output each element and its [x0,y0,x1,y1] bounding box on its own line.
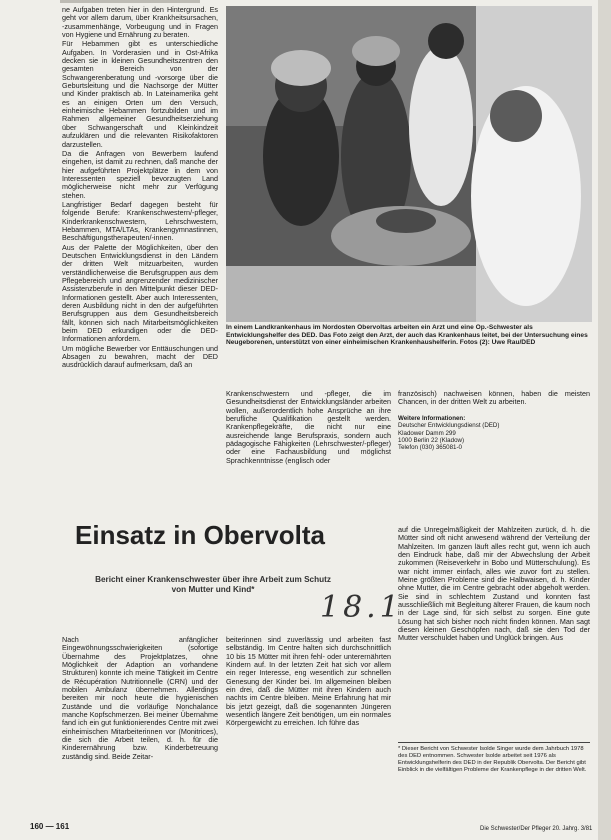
contact-line: 1000 Berlin 22 (Kladow) [398,436,465,444]
article-headline: Einsatz in Obervolta [75,520,325,550]
page-number: 160 — 161 [30,822,70,831]
photo-illustration [226,6,592,322]
article-column-middle-top [226,390,391,520]
paragraph: Nach anfänglicher Eingewöhnungsschwierigkeiten (sofortige Übernahme des Projektplatzes, ohne Möglichkeit der Adaption an vorhandene Strukturen) konnte ich meine Tätigkeit im Centre de Récupération Nutritionnelle (CRN) und der mobilen Ambulanz übernehmen. Allerdings bereiten mir noch heute die hygienischen Zustände und die vorläufige Nonchalance manche Kopfschmerzen. Bei meiner Übernahme fand ich ein gut funktionierendes Centre mit zwei einheimischen Mitarbeiterinnen vor (Monitrices), die sich die Arbeit teilen, d. h. für die Kinderernährung bzw. Kinderbetreuung zuständig sind. Beide Zeitar- [62,636,218,761]
paragraph: Um mögliche Bewerber vor Enttäuschungen und Absagen zu bewahren, macht der DED ausdrücklich darauf aufmerksam, daß an [62,343,218,370]
footnote: * Dieser Bericht von Schwester Isolde Singer wurde dem Jahrbuch 1978 des DED entnommen. Schwester Isolde arbeitet seit 1976 als Entwicklungshelferin des DED in der Republik Obervolta. Der Bericht gibt Einblick in die vielfältigen Probleme der Krankenpflege in der dritten Welt. [398,742,590,774]
article-column-right-top [398,390,590,520]
article-subheadline: Bericht einer Krankenschwester über ihre Arbeit zum Schutz von Mutter und Kind* [95,575,331,594]
contact-line: Kladower Damm 299 [398,429,456,437]
paragraph: ne Aufgaben treten hier in den Hintergrund. Es geht vor allem darum, über Krankheitsursachen, -zusammenhänge, Vorbeugung und in Fragen von Hygiene und Ernährung zu beraten. [62,6,218,40]
paragraph: Für Hebammen gibt es unterschiedliche Aufgaben. In Vorderasien und in Ost-Afrika decken sie in kleinen Gesundheitszentren den gesamten Bereich von der Schwangerenberatung und -vorsorge über die Geburtsleitung und die Nachsorge der Mütter und Kinder praktisch ab. In Lateinamerika geht es an einigen Orten um den Versuch, einheimische Hebammen fortzubilden und im Rahmen allgemeiner Gesundheitserziehung über Schwangerschaft und Kleinkindzeit aufzuklären und die relevanten Risikofaktoren darzustellen. [62,39,218,149]
paragraph: Langfristiger Bedarf dagegen besteht für folgende Berufe: Krankenschwestern/-pfleger, Kinderkrankenschwestern, Lehrschwestern, Hebammen, MTA/LTAs, Krankengymnastinnen, Beschäftigungstherapeuten/-innen. [62,199,218,243]
handwritten-note: 18.1 [320,590,403,625]
contact-line: Deutscher Entwicklungsdienst (DED) [398,422,500,430]
article-column-middle-bottom [226,636,391,826]
contact-heading: Weitere Informationen: [398,414,466,422]
paragraph: auf die Unregelmäßigkeit der Mahlzeiten zurück, d. h. die Mütter sind oft nicht anwesend während der Verteilung der Mahlzeiten. Im ganzen läuft alles recht gut, wenn ich auch den Eindruck habe, daß mir der Abwechslung der Arbeit zukommen (Reiseverkehr in Bobo und Mütterschulung). Es war nicht immer einfach, alles wie zuvor fort zu stellen. Meine größten Probleme sind die Halbwaisen, d. h. Kinder ohne Mutter, die im Centre gebracht oder abgeholt werden. Sie sind in schlechtem Zustand und konnten fast ausschließlich mit Begleitung älterer Frauen, die kaum noch in der Lage sind, für sich selbst zu sorgen. Eine gute Lösung hat sich bisher noch nicht finden können. Man sagt diesen kleinen Geschöpfen nach, daß sie den Tod der Mutter verschuldet haben und Unglück bringen. Aus [398,526,590,643]
page-margin-shadow [598,0,611,840]
journal-footer: Die Schwester/Der Pfleger 20. Jahrg. 3/81 [480,826,593,832]
photo-newborn-examination [226,6,592,322]
paragraph: beiterinnen sind zuverlässig und arbeiten fast selbständig. Im Centre halten sich durchschnittlich 10 bis 15 Mütter mit ihren fehl- oder unterernährten Kindern auf. In der letzten Zeit hat sich vor allem ein reger Interesse, eng wesentlich zur schnellen Genesung der Kinder bei. Im allgemeinen bleiben ein drei, daß die Mütter mit ihren Kindern auch nachts im Centre bleiben. Meine Erfahrung hat mir bis jetzt gezeigt, daß die sogenannten Jüngeren wesentlich längere Zeit benötigen, um ein normales Körpergewicht zu erreichen. Ich führe das [226,636,391,728]
page-header-strip [60,0,200,3]
contact-line: Telefon (030) 365081-0 [398,444,462,452]
article-column-left-top [62,6,218,476]
photo-caption: In einem Landkrankenhaus im Nordosten Obervoltas arbeiten ein Arzt und eine Op.-Schwester als Entwicklungshelfer des DED. Das Foto zeigt den Arzt, der auch das Krankenhaus leitet, bei der Untersuchung eines Neugeborenen, unterstützt von einer einheimischen Krankenhaushelferin. Fotos (2): Uwe Rau/DED [226,324,588,347]
paragraph: Aus der Palette der Möglichkeiten, über den Deutschen Entwicklungsdienst in den Ländern der dritten Welt mitzuarbeiten, wurden verständlicherweise die Berufsgruppen aus dem Pflegebereich und angrenzender medizinischer Assistenzberufe in den Mittelpunkt dieser DED-Informationen gestellt. Aber auch Interessenten, deren Ausbildung nicht in den der aufgeführten Berufsgruppen aus dem Gesundheitsbereich fällt, können sich nach Mitarbeitsmöglichkeiten beim DED erkundigen oder die DED-Informationen anfordern. [62,242,218,344]
paragraph: Da die Anfragen von Bewerbern laufend eingehen, ist damit zu rechnen, daß manche der hier aufgeführten Projektplätze in dem von Interessenten speziell bevorzugten Land möglicherweise nicht mehr zur Verfügung stehen. [62,148,218,200]
article-column-right-bottom [398,526,590,746]
paragraph: französisch) nachweisen können, haben die meisten Chancen, in der dritten Welt zu arbeiten. [398,390,590,407]
article-column-left-bottom [62,636,218,826]
contact-info [398,415,590,452]
paragraph: Krankenschwestern und -pfleger, die im Gesundheitsdienst der Entwicklungsländer arbeiten wollen, außerordentlich hohe Ansprüche an ihre berufliche Qualifikation gestellt werden. Krankenpflegekräfte, die nicht nur eine ausreichende lange Berufspraxis, sondern auch pädagogische Fähigkeiten (Lehrschwester/-pfleger) oder eine Fachausbildung und möglichst Sprachkenntnisse (englisch oder [226,390,391,465]
